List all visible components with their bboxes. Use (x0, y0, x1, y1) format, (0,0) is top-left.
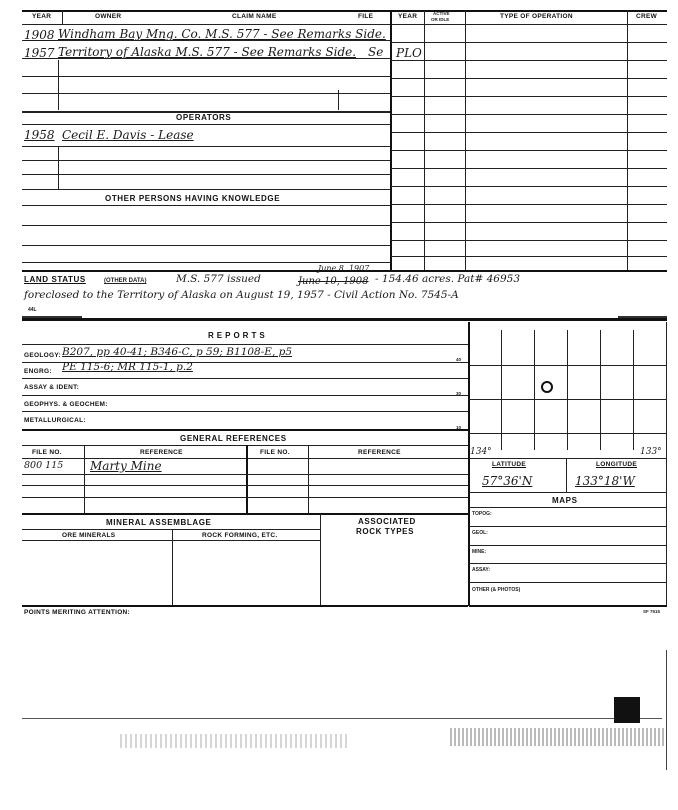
owner-text-1: Windham Bay Mng. Co. M.S. 577 - See Remarks Side. (58, 27, 386, 41)
operators-label: OPERATORS (176, 113, 232, 122)
rock-types-label: ROCK TYPES (356, 527, 415, 536)
ref-col-reference: REFERENCE (140, 449, 183, 456)
engrg-label: ENGRG: (24, 368, 52, 375)
ref-reference-1: Marty Mine (90, 459, 162, 473)
owner-year-2: 1957 (24, 46, 55, 60)
longitude-label: LONGITUDE (596, 461, 637, 468)
scale-40: 40 (456, 357, 462, 362)
longitude-left-tick: 134° (470, 447, 492, 457)
type-of-operation-header: TYPE OF OPERATION (500, 13, 573, 20)
land-status-line1-struck: June 10, 1908 (298, 276, 369, 287)
geology-label: GEOLOGY: (24, 352, 61, 359)
associated-label: ASSOCIATED (358, 517, 416, 526)
idle-header: OR IDLE (431, 17, 450, 22)
general-references-title: GENERAL REFERENCES (180, 434, 287, 443)
other-persons-label: OTHER PERSONS HAVING KNOWLEDGE (105, 194, 281, 203)
ore-minerals-label: ORE MINERALS (62, 532, 116, 539)
year-header: YEAR (32, 13, 52, 20)
points-meriting-attention-label: POINTS MERITING ATTENTION: (24, 609, 131, 616)
latitude-value: 57°36'N (482, 474, 533, 488)
ref-file-1: 800 115 (24, 460, 64, 471)
reports-title: REPORTS (208, 331, 268, 340)
land-status-line1-insert: June 8, 1907 (318, 264, 370, 273)
land-status-line1-a: M.S. 577 issued (176, 273, 261, 285)
assay-map-label: ASSAY: (472, 567, 491, 573)
ref-col-reference-2: REFERENCE (358, 449, 401, 456)
longitude-value: 133°18'W (575, 474, 635, 488)
crew-header: CREW (636, 13, 658, 20)
metallurgical-label: METALLURGICAL: (24, 417, 86, 424)
mineral-assemblage-title: MINERAL ASSEMBLAGE (106, 518, 212, 527)
ref-col-file-no-2: FILE NO. (260, 449, 290, 456)
scale-30: 30 (456, 391, 462, 396)
scan-black-square (614, 697, 640, 723)
topog-label: TOPOG: (472, 511, 492, 517)
ref-col-file-no: FILE NO. (32, 449, 62, 456)
assay-ident-label: ASSAY & IDENT: (24, 384, 80, 391)
land-status-sub: (OTHER DATA) (104, 278, 147, 284)
form-number: SF 7515 (643, 609, 661, 614)
operator-text-1: Cecil E. Davis - Lease (62, 128, 194, 142)
engrg-value: PE 115-6; MR 115-1, p.2 (62, 361, 193, 373)
maps-label: MAPS (552, 496, 578, 505)
mine-location-marker (541, 381, 553, 393)
land-status-line1-b: - 154.46 acres. Pat# 46953 (375, 273, 521, 285)
mine-map-label: MINE: (472, 549, 487, 555)
owner-text-2: Territory of Alaska M.S. 577 - See Remarks Side. (58, 45, 357, 59)
other-photos-label: OTHER (& PHOTOS) (472, 587, 521, 593)
section-divider (22, 318, 667, 321)
land-status-line2: foreclosed to the Territory of Alaska on August 19, 1957 - Civil Action No. 7545-A (24, 289, 459, 301)
scan-edge-line (22, 718, 662, 719)
year2-header: YEAR (398, 13, 418, 20)
operator-year-1: 1958 (24, 128, 55, 142)
land-status-label: LAND STATUS (24, 275, 86, 284)
claim-name-header: CLAIM NAME (232, 13, 277, 20)
latitude-label: LATITUDE (492, 461, 527, 468)
file-header: FILE (358, 13, 374, 20)
owner-file-note: Se (368, 45, 384, 59)
active-header: ACTIVE (433, 11, 450, 16)
scale-10: 10 (456, 425, 462, 430)
rock-forming-label: ROCK FORMING, ETC. (202, 532, 278, 539)
geophys-label: GEOPHYS. & GEOCHEM: (24, 401, 108, 408)
owner-file-plo: PLO (396, 46, 422, 60)
land-status-small-mark: 44L (28, 307, 37, 313)
geology-value: B207, pp 40-41; B346-C, p 59; B1108-E, p5 (62, 346, 293, 358)
owner-year-1: 1908 (24, 28, 55, 42)
scan-noise-left (120, 734, 350, 748)
geol-label: GEOL: (472, 530, 488, 536)
owner-header: OWNER (95, 13, 122, 20)
longitude-right-tick: 133° (640, 447, 662, 457)
scan-noise-right (450, 728, 665, 746)
